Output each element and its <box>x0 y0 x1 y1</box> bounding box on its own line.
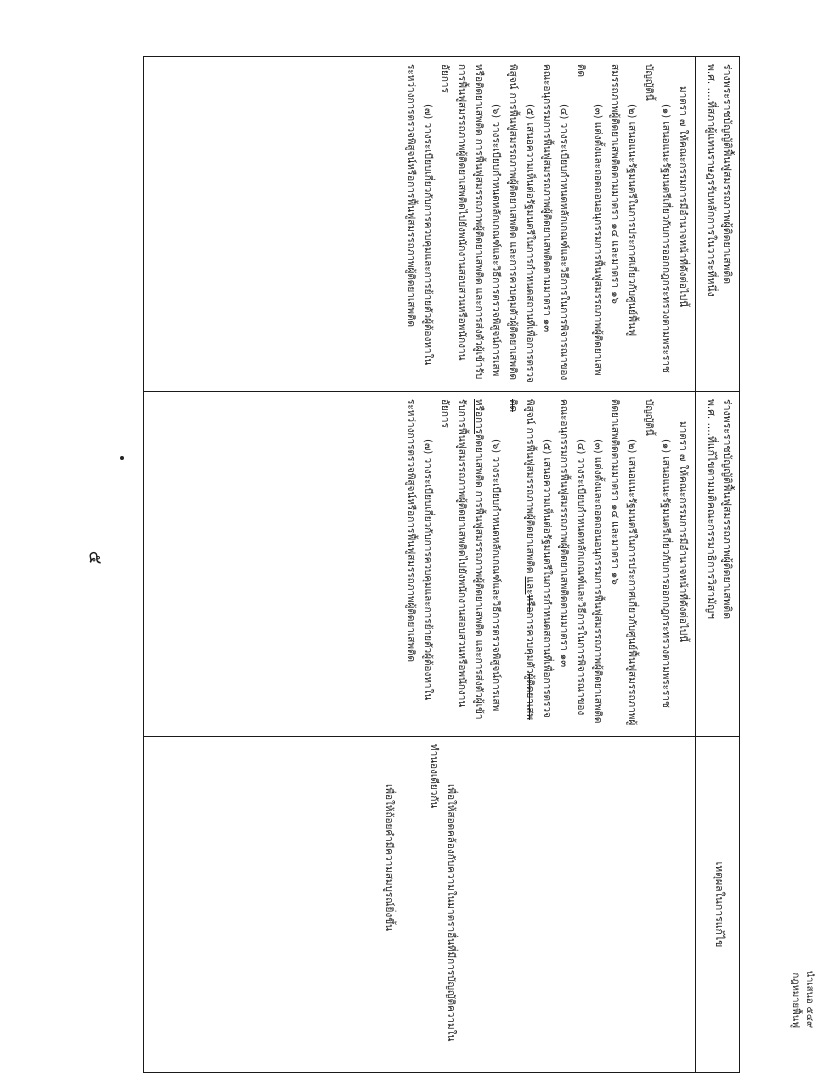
text-segment: (๕) เสนอความเห็นต่อรัฐมนตรีในการกำหนดสถานที่เพื่อการตรวจพิสูจน์ การฟื้นฟูสมรรถภาพผู้ติดยาเสพติด <box>524 399 552 718</box>
stray-mark <box>120 456 124 460</box>
struck-deletion: ผู้ติดยาเสพติด <box>507 399 535 720</box>
footer-line2: กฎหมายฟื้นฟู <box>789 972 801 1028</box>
amended-para: (๑) เสนอแนะรัฐมนตรีเกี่ยวกับการออกกฎกระทรวงตามพระราชบัญญัตินี้ <box>643 399 671 708</box>
text-segment: (๖) วางระเบียบกำหนดหลักเกณฑ์และวิธีการตรวจพิสูจน์การเสพ <box>490 439 501 712</box>
current-para: (๖) วางระเบียบกำหนดหลักเกณฑ์และวิธีการตรวจพิสูจน์การเสพหรือติดยาเสพติด การฟื้นฟูสมรรถภาพผู้ติดยาเสพติด และการส่งตัวผู้เข้ารับการฟื้นฟูสมรรถภาพผู้ติดยาเสพติดไปยังพนักงานสอบสวนหรือพนักงานอัยการ <box>439 64 501 380</box>
header-current-line1: ร่างพระราชบัญญัติฟื้นฟูสมรรถภาพผู้ติดยาเสพติด <box>721 64 733 285</box>
text-segment: การควบคุมตัว <box>524 612 535 674</box>
amended-para: (๗) วางระเบียบเกี่ยวกับการควบคุมและการย้ายตัวผู้ต้องหาในระหว่างการตรวจพิสูจน์หรือการฟื้นฟูสมรรถภาพผู้ติดยาเสพติด <box>405 399 433 701</box>
amended-para: มาตรา ๗ ให้คณะกรรมการมีอำนาจหน้าที่ดังต่อไปนี้ <box>677 421 688 643</box>
page-number: ๕ <box>84 550 106 565</box>
amended-para-5 <box>504 399 555 729</box>
current-para: (๗) วางระเบียบเกี่ยวกับการควบคุมและการย้ายตัวผู้ต้องหาในระหว่างการตรวจพิสูจน์หรือการฟื้นฟูสมรรถภาพผู้ติดยาเสพติด <box>405 64 433 366</box>
reason-cell <box>144 737 696 1073</box>
table-header-row <box>696 57 740 1073</box>
header-current-draft <box>696 57 740 392</box>
footer-line1: นำเสนอ ๕๔๙ <box>804 970 815 1028</box>
header-reason: เหตุผลในการแก้ไข <box>696 737 740 1073</box>
header-amended-line1: ร่างพระราชบัญญัติฟื้นฟูสมรรถภาพผู้ติดยาเสพติด <box>721 399 733 620</box>
header-current-line2: พ.ศ. ....ที่สภาผู้แทนราษฎรรับหลักการในวาระที่หนึ่ง <box>704 64 717 297</box>
struck-deletion: หรือ <box>524 594 535 613</box>
reason-text: เพื่อให้ถ้อยคำมีความสมบูรณ์ยิ่งขึ้น <box>383 784 394 931</box>
current-para: (๓) แต่งตั้งและถอดถอนอนุกรรมการฟื้นฟูสมรรถภาพผู้ติดยาเสพติด <box>575 64 603 376</box>
comparison-table <box>143 56 740 1073</box>
current-para: (๒) เสนอแนะรัฐมนตรีในการประกาศเกี่ยวกับศูนย์ฟื้นฟูสมรรถภาพผู้ติดยาเสพติดตามมาตรา ๑๔ และมาตรา ๑๖ <box>609 64 637 337</box>
amended-para: (๓) แต่งตั้งและถอดถอนอนุกรรมการฟื้นฟูสมรรถภาพผู้ติดยาเสพติด <box>592 439 603 724</box>
header-amended-line2: พ.ศ. ....ที่แก้ไขตามมติคณะกรรมาธิการวิสามัญฯ <box>704 399 717 619</box>
text-segment: ติดยาเสพติด การฟื้นฟูสมรรถภาพผู้ติดยาเสพติด และการส่งตัวผู้เข้ารับการฟื้นฟูสมรรถภาพผู้ติดยาเสพติดไปยังพนักงานสอบสวนหรือพนักงานอัยการ <box>439 399 484 720</box>
current-para: (๕) เสนอความเห็นต่อรัฐมนตรีในการกำหนดสถานที่เพื่อการตรวจพิสูจน์ การฟื้นฟูสมรรถภาพผู้ติดยาเสพติด และการควบคุมตัวผู้ติดยาเสพติด <box>507 64 535 383</box>
footer-rotation-wrapper <box>748 964 816 1028</box>
amended-draft-cell <box>144 392 696 737</box>
footer-note <box>748 964 816 1028</box>
underlined-insertion: หรือการ <box>473 399 484 435</box>
current-draft-cell <box>144 57 696 392</box>
rotated-comparison-sheet <box>143 56 740 1042</box>
amended-para: (๔) วางระเบียบกำหนดหลักเกณฑ์และวิธีการในการพิจารณาของคณะอนุกรรมการฟื้นฟูสมรรถภาพผู้ติดยาเสพติดตามมาตรา ๑๓ <box>558 399 586 716</box>
amended-para-6 <box>436 399 504 729</box>
amended-para: (๒) เสนอแนะรัฐมนตรีในการประกาศเกี่ยวกับศูนย์ฟื้นฟูสมรรถภาพผู้ติดยาเสพติดตามมาตรา ๑๔ และมาตรา ๑๖ <box>609 399 637 726</box>
underlined-insertion: และ <box>524 576 535 595</box>
current-para: มาตรา ๗ ให้คณะกรรมการมีอำนาจหน้าที่ดังต่อไปนี้ <box>677 86 688 308</box>
header-amended-draft <box>696 392 740 737</box>
reason-text: เพื่อให้สอดคล้องกับความในมาตราอื่นที่มีการบัญญัติความในทำนองเดียวกัน <box>428 744 456 1042</box>
current-para: (๑) เสนอแนะรัฐมนตรีเกี่ยวกับการออกกฎกระทรวงตามพระราชบัญญัตินี้ <box>643 64 671 373</box>
table-row <box>144 57 696 1073</box>
rotation-wrapper <box>143 56 740 1042</box>
current-para: (๔) วางระเบียบกำหนดหลักเกณฑ์และวิธีการในการพิจารณาของคณะอนุกรรมการฟื้นฟูสมรรถภาพผู้ติดยาเสพติดตามมาตรา ๑๓ <box>541 64 569 381</box>
